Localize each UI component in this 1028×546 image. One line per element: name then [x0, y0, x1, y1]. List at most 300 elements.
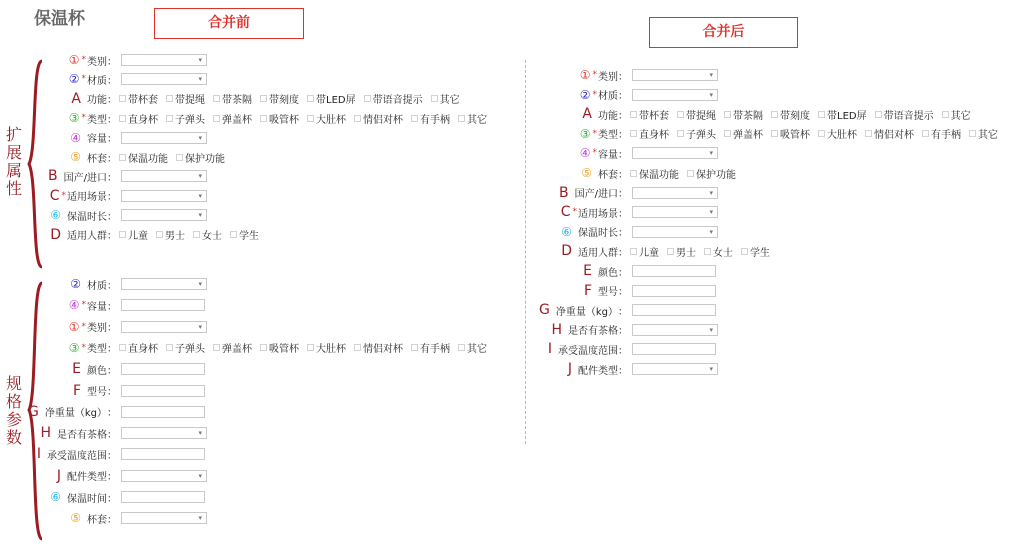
field-input[interactable] [121, 385, 205, 397]
field-select[interactable] [121, 321, 207, 333]
field-marker: G [28, 403, 39, 420]
field-label-group [583, 264, 628, 279]
field-select[interactable] [121, 427, 207, 439]
checkbox[interactable] [213, 95, 220, 102]
column-divider [525, 60, 526, 444]
checkbox[interactable] [724, 111, 731, 118]
checkbox[interactable] [741, 248, 748, 255]
checkbox-option[interactable] [166, 111, 205, 126]
checkbox-option[interactable] [119, 340, 158, 355]
checkbox-label: 大肚杯 [827, 130, 857, 142]
checkbox-label: 男士 [165, 231, 185, 243]
form-row [50, 227, 267, 243]
chevron-down-icon: ▾ [198, 322, 202, 331]
field-label-group [69, 72, 117, 87]
field-input[interactable] [121, 491, 205, 503]
checkbox-option[interactable] [364, 91, 423, 106]
checkbox-option[interactable] [458, 111, 487, 126]
checkbox-label: 学生 [750, 247, 770, 259]
checkbox[interactable] [818, 111, 825, 118]
field-select[interactable] [121, 73, 207, 85]
checkbox-group [630, 107, 979, 122]
field-label: 材质 [598, 91, 618, 103]
field-marker: ③ [579, 126, 591, 141]
field-select[interactable] [632, 206, 718, 218]
checkbox[interactable] [677, 111, 684, 118]
checkbox[interactable] [166, 115, 173, 122]
checkbox-option[interactable] [630, 107, 669, 122]
field-input[interactable] [632, 265, 716, 277]
checkbox-option[interactable] [260, 340, 299, 355]
field-label-group [71, 91, 117, 106]
checkbox-option[interactable] [156, 227, 185, 242]
field-input[interactable] [632, 304, 716, 316]
checkbox-label: 其它 [978, 130, 998, 142]
checkbox-label: 有手柄 [931, 130, 961, 142]
field-marker: ⑥ [50, 490, 61, 504]
field-input[interactable] [632, 343, 716, 355]
form-row [50, 207, 207, 223]
checkbox-label: 弹盖杯 [222, 344, 252, 356]
checkbox[interactable] [307, 115, 314, 122]
chevron-down-icon: ▾ [709, 188, 713, 197]
field-select[interactable] [121, 278, 207, 290]
field-select[interactable] [632, 363, 718, 375]
label-colon: ： [107, 192, 117, 204]
required-asterisk: * [572, 207, 577, 218]
field-select[interactable] [632, 69, 718, 81]
field-input[interactable] [121, 448, 205, 460]
checkbox[interactable] [458, 115, 465, 122]
checkbox-label: 直身杯 [639, 130, 669, 142]
checkbox[interactable] [156, 231, 163, 238]
checkbox-label: 保护功能 [185, 153, 225, 165]
checkbox[interactable] [969, 130, 976, 137]
form-row [69, 52, 207, 68]
field-input[interactable] [121, 363, 205, 375]
form-row [28, 404, 205, 420]
checkbox-label: 带LED屏 [316, 95, 356, 107]
field-label: 材质 [87, 280, 107, 292]
checkbox-option[interactable] [176, 150, 225, 165]
checkbox-option[interactable] [411, 111, 450, 126]
checkbox-option[interactable] [260, 111, 299, 126]
checkbox[interactable] [630, 130, 637, 137]
checkbox[interactable] [687, 170, 694, 177]
chevron-down-icon: ▾ [198, 429, 202, 438]
checkbox-option[interactable] [213, 340, 252, 355]
checkbox-option[interactable] [431, 91, 460, 106]
group-char: 展 [5, 143, 22, 162]
checkbox[interactable] [630, 111, 637, 118]
checkbox[interactable] [875, 111, 882, 118]
checkbox[interactable] [411, 115, 418, 122]
checkbox-label: 吸管杯 [269, 114, 299, 126]
field-label-group [72, 362, 117, 377]
checkbox-option[interactable] [687, 166, 736, 181]
field-label-group [580, 126, 628, 141]
checkbox[interactable] [193, 231, 200, 238]
form-row [69, 110, 495, 126]
checkbox-option[interactable] [969, 126, 998, 141]
required-asterisk: * [81, 113, 86, 124]
checkbox-option[interactable] [119, 111, 158, 126]
label-colon: ： [618, 189, 628, 201]
checkbox-label: 吸管杯 [780, 130, 810, 142]
checkbox[interactable] [119, 344, 126, 351]
label-colon: ： [107, 211, 117, 223]
field-select[interactable] [121, 470, 207, 482]
checkbox-label: 其它 [439, 95, 460, 107]
field-input[interactable] [121, 406, 205, 418]
form-row [73, 383, 205, 399]
checkbox-option[interactable] [213, 91, 252, 106]
checkbox[interactable] [411, 344, 418, 351]
checkbox[interactable] [942, 111, 949, 118]
label-colon: ： [107, 56, 117, 68]
field-label: 颜色 [598, 267, 618, 279]
form-row [48, 168, 207, 184]
checkbox[interactable] [458, 344, 465, 351]
field-select[interactable] [632, 187, 718, 199]
checkbox-group [630, 166, 744, 181]
checkbox-option[interactable] [875, 107, 934, 122]
field-marker: B [559, 184, 569, 201]
checkbox[interactable] [667, 248, 674, 255]
checkbox[interactable] [818, 130, 825, 137]
field-label-group [70, 130, 117, 145]
checkbox-label: 吸管杯 [269, 344, 299, 356]
label-colon: ： [618, 287, 628, 299]
field-marker: H [40, 425, 51, 442]
checkbox[interactable] [354, 344, 361, 351]
chevron-down-icon: ▾ [709, 365, 713, 373]
group-char: 扩 [5, 125, 22, 144]
field-label: 功能 [87, 95, 107, 107]
badge-after-merge: 合并后 [649, 17, 798, 48]
field-select[interactable] [121, 170, 207, 182]
checkbox-option[interactable] [411, 340, 450, 355]
checkbox-option[interactable] [119, 150, 168, 165]
checkbox-option[interactable] [942, 107, 971, 122]
form-row [580, 87, 718, 103]
field-select[interactable] [121, 132, 207, 144]
label-colon: ： [618, 267, 628, 279]
checkbox[interactable] [677, 130, 684, 137]
field-label-group [580, 146, 628, 161]
group-char: 规 [5, 374, 22, 393]
checkbox-option[interactable] [704, 244, 733, 259]
field-marker: ③ [68, 111, 80, 126]
label-colon: ： [618, 130, 628, 142]
field-label: 国产/进口 [63, 172, 107, 184]
required-asterisk: * [81, 342, 86, 353]
checkbox-option[interactable] [307, 91, 356, 106]
field-label: 适用场景 [67, 192, 107, 204]
checkbox-option[interactable] [630, 126, 669, 141]
checkbox-option[interactable] [677, 126, 716, 141]
field-label-group [57, 468, 117, 483]
chevron-down-icon: ▾ [198, 280, 202, 288]
checkbox[interactable] [922, 130, 929, 137]
field-marker: I [547, 341, 552, 358]
field-marker: ⑥ [561, 224, 572, 239]
checkbox-option[interactable] [818, 126, 857, 141]
field-label: 容量 [87, 134, 107, 146]
field-label: 配件类型 [67, 472, 107, 484]
checkbox-option[interactable] [922, 126, 961, 141]
chevron-down-icon: ▾ [709, 325, 713, 334]
group-label-extended [5, 126, 23, 198]
checkbox[interactable] [119, 154, 126, 161]
label-colon: ： [107, 323, 117, 335]
checkbox-option[interactable] [213, 111, 252, 126]
checkbox-option[interactable] [354, 340, 403, 355]
field-select[interactable] [632, 147, 718, 159]
group-char: 数 [5, 428, 22, 447]
label-colon: ： [618, 306, 628, 318]
checkbox-label: 带杯套 [639, 110, 669, 122]
field-label: 适用人群 [578, 247, 618, 259]
label-colon: ： [107, 301, 117, 313]
field-label-group [561, 224, 628, 239]
field-label: 保温时长 [67, 211, 107, 223]
label-colon: ： [107, 280, 117, 292]
field-label: 是否有茶格 [568, 326, 618, 338]
checkbox-label: 大肚杯 [316, 344, 346, 356]
checkbox[interactable] [260, 115, 267, 122]
field-marker: ④ [70, 130, 81, 145]
checkbox-group [119, 150, 233, 165]
checkbox[interactable] [704, 248, 711, 255]
field-input[interactable] [121, 299, 205, 311]
field-label-group [50, 188, 117, 203]
checkbox[interactable] [166, 344, 173, 351]
chevron-down-icon: ▾ [198, 172, 202, 181]
label-colon: ： [107, 114, 117, 126]
field-select[interactable] [121, 54, 207, 66]
field-select[interactable] [121, 190, 207, 202]
checkbox[interactable] [724, 130, 731, 137]
checkbox-option[interactable] [724, 107, 763, 122]
checkbox[interactable] [166, 95, 173, 102]
field-label-group [70, 277, 117, 292]
checkbox-option[interactable] [630, 244, 659, 259]
field-marker: F [72, 382, 81, 399]
checkbox-label: 子弹头 [175, 344, 205, 356]
field-label: 保温时长 [578, 228, 618, 240]
required-asterisk: * [592, 128, 597, 139]
checkbox-option[interactable] [119, 227, 148, 242]
field-marker: I [36, 446, 41, 463]
chevron-down-icon: ▾ [198, 133, 202, 142]
field-label-group [50, 227, 117, 242]
form-row [582, 106, 978, 122]
field-input[interactable] [632, 285, 716, 297]
field-label: 是否有茶格 [57, 429, 107, 441]
field-label-group [568, 362, 628, 377]
checkbox-option[interactable] [818, 107, 867, 122]
checkbox[interactable] [307, 344, 314, 351]
field-label-group [28, 404, 117, 419]
form-row [57, 468, 207, 484]
checkbox-option[interactable] [307, 340, 346, 355]
form-row [71, 91, 467, 107]
checkbox-option[interactable] [630, 166, 679, 181]
required-asterisk: * [81, 321, 86, 332]
field-marker: A [582, 106, 592, 123]
label-colon: ： [618, 345, 628, 357]
checkbox-label: 女士 [202, 231, 222, 243]
label-colon: ： [618, 365, 628, 377]
checkbox[interactable] [771, 111, 778, 118]
field-select[interactable] [632, 324, 718, 336]
checkbox[interactable] [213, 344, 220, 351]
form-row [69, 297, 205, 313]
form-row [559, 185, 718, 201]
checkbox[interactable] [260, 344, 267, 351]
field-marker: ④ [68, 298, 80, 313]
form-row [561, 204, 718, 220]
checkbox-label: 情侣对杯 [363, 114, 403, 126]
field-marker: ③ [68, 340, 80, 355]
form-row [72, 361, 205, 377]
page-title: 保温杯 [34, 9, 85, 29]
checkbox[interactable] [354, 115, 361, 122]
field-label-group [561, 244, 628, 259]
checkbox-label: 保温功能 [639, 169, 679, 181]
field-label: 适用人群 [67, 231, 107, 243]
checkbox-option[interactable] [166, 91, 205, 106]
field-label-group [69, 298, 117, 313]
checkbox[interactable] [364, 95, 371, 102]
field-marker: E [583, 263, 592, 279]
required-asterisk: * [81, 74, 86, 85]
checkbox[interactable] [307, 95, 314, 102]
field-label-group [70, 511, 117, 526]
required-asterisk: * [592, 89, 597, 100]
form-row [581, 165, 744, 181]
checkbox-option[interactable] [354, 111, 403, 126]
checkbox[interactable] [213, 115, 220, 122]
field-label: 杯套 [87, 153, 107, 165]
field-marker: F [583, 282, 592, 299]
checkbox-label: 其它 [467, 344, 487, 356]
label-colon: ： [107, 514, 117, 526]
checkbox[interactable] [119, 95, 126, 102]
chevron-down-icon: ▾ [198, 514, 202, 523]
chevron-down-icon: ▾ [198, 75, 202, 84]
chevron-down-icon: ▾ [198, 56, 202, 64]
required-asterisk: * [61, 190, 66, 201]
checkbox-option[interactable] [260, 91, 299, 106]
checkbox-label: 带LED屏 [827, 110, 867, 122]
form-row [50, 188, 207, 204]
form-row [580, 67, 718, 83]
field-marker: ① [579, 68, 591, 82]
checkbox-label: 大肚杯 [316, 114, 346, 126]
chevron-down-icon: ▾ [709, 90, 713, 99]
checkbox-label: 弹盖杯 [222, 114, 252, 126]
field-label: 配件类型 [578, 365, 618, 377]
field-label-group [69, 319, 117, 334]
checkbox[interactable] [119, 115, 126, 122]
field-marker: J [567, 361, 572, 377]
checkbox-option[interactable] [458, 340, 487, 355]
checkbox-option[interactable] [865, 126, 914, 141]
checkbox[interactable] [630, 170, 637, 177]
field-label-group [582, 107, 628, 122]
checkbox-option[interactable] [771, 126, 810, 141]
field-select[interactable] [632, 89, 718, 101]
checkbox[interactable] [119, 231, 126, 238]
checkbox-option[interactable] [230, 227, 259, 242]
group-char: 性 [5, 179, 22, 198]
field-marker: J [56, 467, 61, 484]
checkbox-option[interactable] [724, 126, 763, 141]
field-marker: H [551, 321, 562, 338]
checkbox-option[interactable] [307, 111, 346, 126]
checkbox-label: 带提绳 [175, 95, 205, 107]
field-marker: A [71, 90, 81, 107]
label-colon: ： [618, 91, 628, 103]
field-label-group [551, 322, 628, 337]
form-row [70, 149, 233, 165]
checkbox[interactable] [176, 154, 183, 161]
checkbox[interactable] [431, 95, 438, 102]
checkbox-label: 带提绳 [686, 110, 716, 122]
field-select[interactable] [121, 209, 207, 221]
checkbox[interactable] [771, 130, 778, 137]
field-select[interactable] [121, 512, 207, 524]
checkbox-label: 学生 [239, 231, 259, 243]
field-label-group [69, 53, 117, 68]
checkbox[interactable] [865, 130, 872, 137]
checkbox-option[interactable] [741, 244, 770, 259]
field-marker: ② [70, 277, 81, 291]
required-asterisk: * [592, 70, 597, 80]
checkbox-group [119, 111, 495, 126]
field-marker: G [539, 302, 550, 319]
chevron-down-icon: ▾ [709, 227, 713, 236]
checkbox[interactable] [630, 248, 637, 255]
required-asterisk: * [592, 148, 597, 159]
checkbox-option[interactable] [677, 107, 716, 122]
label-colon: ： [107, 75, 117, 87]
form-row [561, 224, 718, 240]
checkbox-option[interactable] [119, 91, 158, 106]
checkbox-option[interactable] [166, 340, 205, 355]
field-select[interactable] [632, 226, 718, 238]
field-marker: ④ [579, 146, 591, 161]
field-label: 国产/进口 [574, 189, 618, 201]
required-asterisk: * [81, 55, 86, 65]
checkbox-option[interactable] [193, 227, 222, 242]
checkbox[interactable] [230, 231, 237, 238]
checkbox-group [630, 126, 1006, 141]
field-label-group [69, 340, 117, 355]
field-label-group [73, 383, 117, 398]
field-label-group [580, 68, 628, 83]
field-label: 类型 [87, 114, 107, 126]
checkbox-group [119, 340, 495, 355]
field-label: 颜色 [87, 365, 107, 377]
checkbox-option[interactable] [667, 244, 696, 259]
label-colon: ： [618, 149, 628, 161]
checkbox-option[interactable] [771, 107, 810, 122]
checkbox[interactable] [260, 95, 267, 102]
label-colon: ： [107, 153, 117, 165]
